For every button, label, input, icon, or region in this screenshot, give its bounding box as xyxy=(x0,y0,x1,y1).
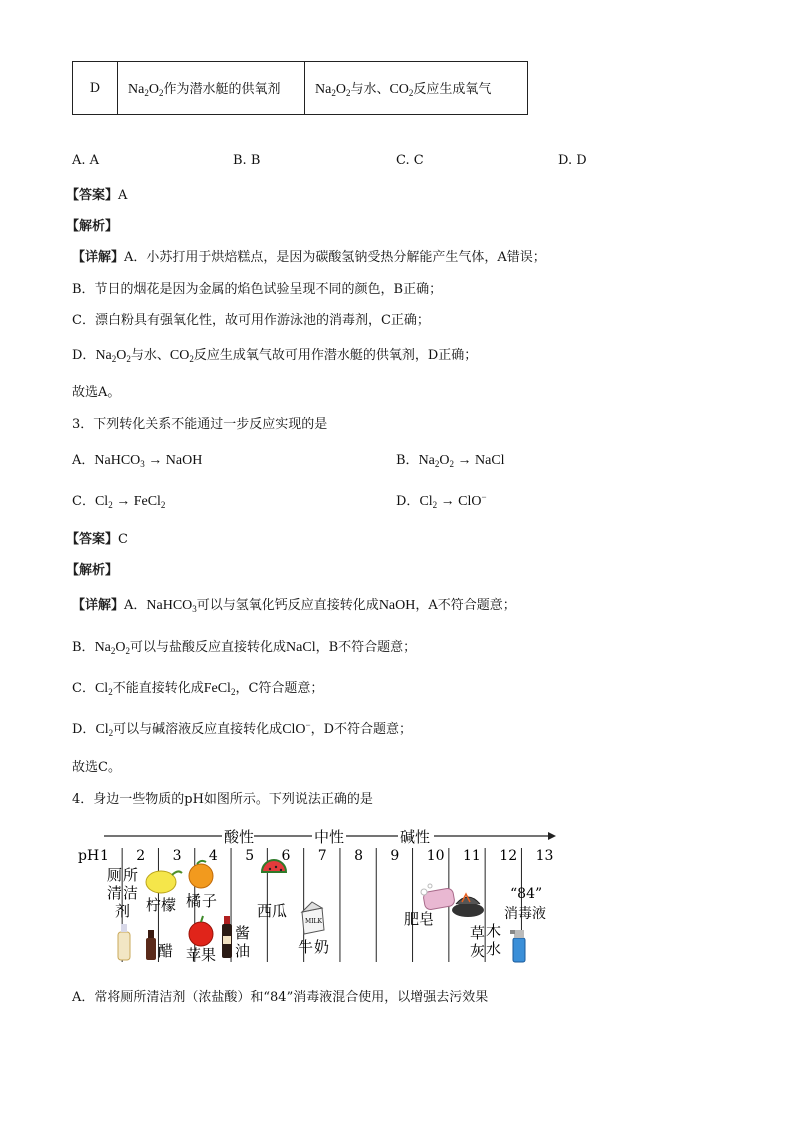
q2-option-d: D. D xyxy=(558,153,587,168)
zone-neutral: 中性 xyxy=(314,828,345,846)
plant-ash-icon xyxy=(452,894,484,917)
orange-label-2: 子 xyxy=(202,892,218,910)
milk-label-2: 奶 xyxy=(314,938,330,956)
svg-text:清: 清 xyxy=(107,884,123,902)
bleach-label-top: “84” xyxy=(510,886,543,902)
ph-tick-10: 10 xyxy=(426,848,445,864)
q3-conclusion: 故选C。 xyxy=(72,760,121,775)
row-use: $Na_2O_2$作为潜水艇的供氧剂 xyxy=(118,62,305,115)
soy-sauce-label-1: 酱 xyxy=(235,924,251,942)
zone-base: 碱性 xyxy=(400,828,431,846)
q3-analysis-label: 【解析】 xyxy=(66,563,119,578)
options-table xyxy=(72,61,528,115)
q2-option-c: C. C xyxy=(396,153,424,168)
q3-stem: 3．下列转化关系不能通过一步反应实现的是 xyxy=(72,417,328,432)
svg-text:洁: 洁 xyxy=(123,884,139,902)
vinegar-label: 醋 xyxy=(158,942,174,960)
q3-option-b: B．$Na_2O_2$ → NaCl xyxy=(396,453,505,469)
milk-label-1: 牛 xyxy=(298,938,314,956)
q2-detail-d: D．$Na_2O_2$与水、$CO_2$反应生成氧气故可用作潜水艇的供氧剂，D正确； xyxy=(72,348,478,364)
ph-label: pH xyxy=(78,848,100,864)
q2-analysis-label: 【解析】 xyxy=(66,219,119,234)
q3-detail-a: 【详解】A．NaHCO$_3$可以与氢氧化钙反应直接转化成NaOH，A不符合题意； xyxy=(72,598,516,614)
q3-option-c: C．$Cl_2$ → FeCl$_2$ xyxy=(72,494,166,510)
soy-sauce-label-2: 油 xyxy=(235,942,251,960)
orange-label-1: 橘 xyxy=(186,892,202,910)
ph-tick-11: 11 xyxy=(463,848,481,864)
q2-answer: 【答案】A xyxy=(66,188,128,203)
q4-stem: 4．身边一些物质的pH如图所示。下列说法正确的是 xyxy=(72,792,373,807)
svg-text:草: 草 xyxy=(470,924,486,942)
q3-option-d: D．$Cl_2 \to ClO^-$ xyxy=(396,492,487,510)
q3-detail-c: C．$Cl_2$不能直接转化成FeCl$_2$，C符合题意； xyxy=(72,681,324,697)
ph-tick-3: 3 xyxy=(172,848,182,864)
svg-text:灰: 灰 xyxy=(470,942,486,960)
ph-tick-1: 1 xyxy=(100,848,109,864)
q3-option-a: A．NaHCO$_3$ → NaOH xyxy=(72,453,203,469)
ph-tick-9: 9 xyxy=(390,848,400,864)
row-reason: $Na_2O_2$与水、$CO_2$反应生成氧气 xyxy=(305,62,528,115)
q4-option-a: A．常将厕所清洁剂（浓盐酸）和“84”消毒液混合使用，以增强去污效果 xyxy=(72,990,489,1005)
ph-tick-5: 5 xyxy=(245,848,255,864)
svg-text:厕: 厕 xyxy=(107,866,123,884)
apple-icon xyxy=(189,916,213,946)
bleach-label-bottom: 消毒液 xyxy=(504,906,546,922)
milk-box-label: MILK xyxy=(305,918,322,925)
spray-bottle-icon xyxy=(510,930,525,962)
apple-label: 苹果 xyxy=(186,946,217,964)
q2-detail-b: B．节日的烟花是因为金属的焰色试验呈现不同的颜色，B正确； xyxy=(72,282,443,297)
vinegar-bottle-icon xyxy=(146,930,156,960)
svg-text:木: 木 xyxy=(486,922,502,940)
q3-detail-d: D．$Cl_2$可以与碱溶液反应直接转化成ClO−，D不符合题意； xyxy=(72,720,413,738)
toilet-cleaner-label xyxy=(107,866,138,920)
ph-axis-arrowhead xyxy=(548,832,556,840)
q2-detail-a: 【详解】A．小苏打用于烘焙糕点，是因为碳酸氢钠受热分解能产生气体，A错误； xyxy=(72,250,546,265)
lemon-label: 柠檬 xyxy=(146,896,177,914)
ph-tick-6: 6 xyxy=(281,848,291,864)
ph-tick-7: 7 xyxy=(317,848,327,864)
soap-label: 肥皂 xyxy=(404,910,435,928)
svg-text:所: 所 xyxy=(123,866,139,884)
q2-option-a: A. A xyxy=(72,153,100,168)
watermelon-label: 西瓜 xyxy=(257,902,288,920)
zone-acid: 酸性 xyxy=(224,828,255,846)
ph-tick-2: 2 xyxy=(136,848,146,864)
ph-tick-4: 4 xyxy=(208,848,218,864)
q2-option-b: B. B xyxy=(233,153,261,168)
svg-text:水: 水 xyxy=(486,940,502,958)
q3-answer: 【答案】C xyxy=(66,532,128,547)
q2-detail-c: C．漂白粉具有强氧化性，故可用作游泳池的消毒剂，C正确； xyxy=(72,313,430,328)
q3-detail-b: B．$Na_2O_2$可以与盐酸反应直接转化成NaCl，B不符合题意； xyxy=(72,640,417,656)
ph-tick-12: 12 xyxy=(499,848,518,864)
ph-chart xyxy=(0,820,794,980)
soy-sauce-bottle-icon xyxy=(222,916,232,958)
plant-ash-label xyxy=(470,922,501,960)
lemon-icon xyxy=(146,871,182,893)
svg-text:剂: 剂 xyxy=(115,902,131,920)
ph-tick-8: 8 xyxy=(354,848,364,864)
soap-icon xyxy=(421,884,455,910)
ph-tick-13: 13 xyxy=(535,848,554,864)
toilet-cleaner-bottle-icon xyxy=(118,924,130,960)
table-row xyxy=(73,62,528,115)
q2-conclusion: 故选A。 xyxy=(72,385,121,400)
orange-icon xyxy=(189,861,213,888)
row-letter: D xyxy=(73,62,118,115)
